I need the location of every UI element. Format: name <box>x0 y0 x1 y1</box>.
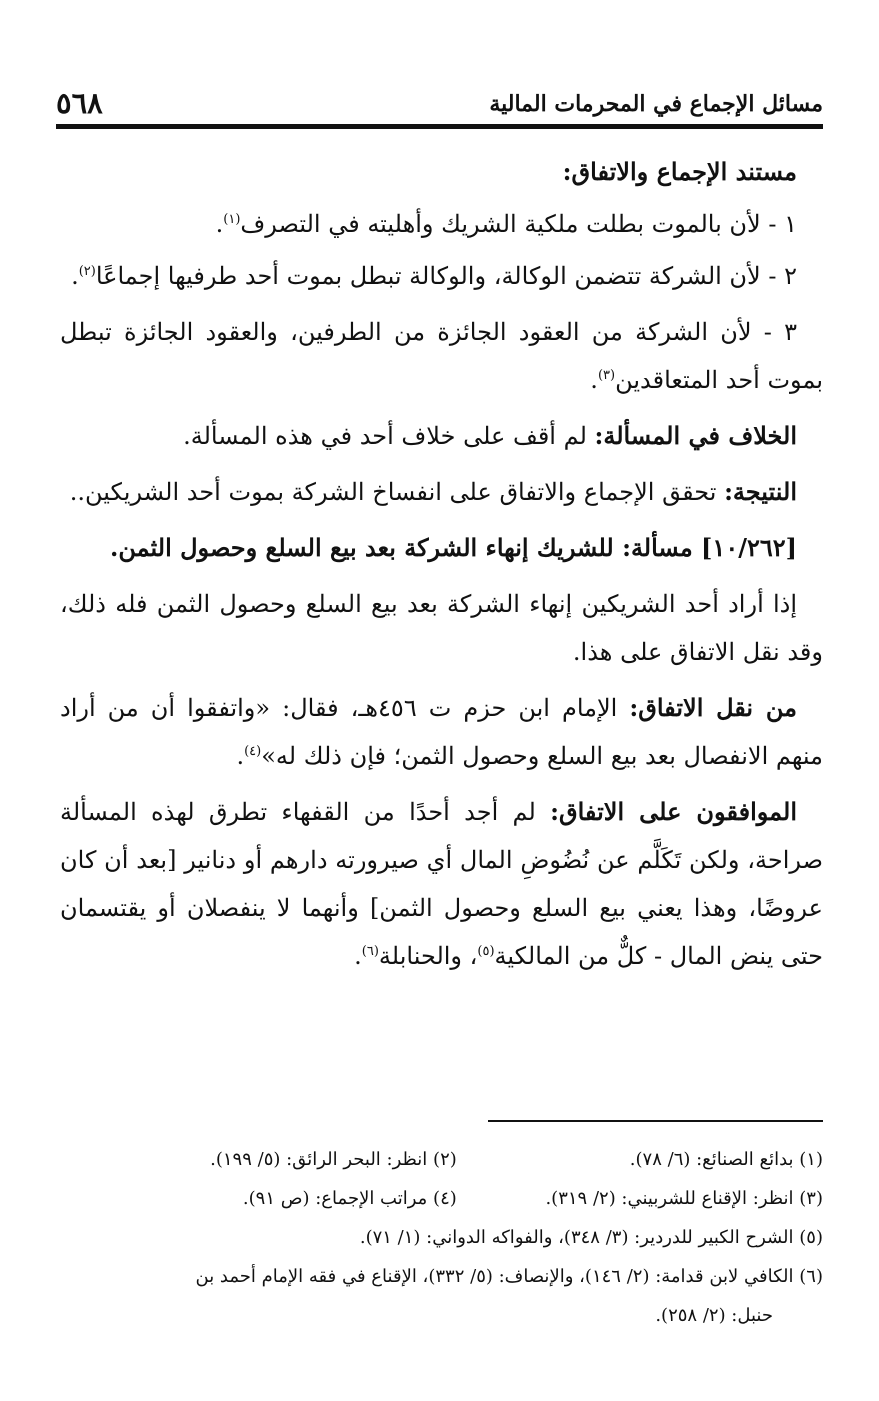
item1-text: ١ - لأن بالموت بطلت ملكية الشريك وأهليته في التصرف <box>240 210 797 238</box>
transmitter-period: . <box>236 742 245 770</box>
basis-item-2 <box>60 252 823 300</box>
footnote-ref-6: (٦) <box>361 944 379 959</box>
footnote-1: (١) بدائع الصنائع: (٦/ ٧٨). <box>629 1149 823 1170</box>
main-text <box>60 148 823 988</box>
basis-item-3 <box>60 308 823 404</box>
footnote-ref-1: (١) <box>223 212 241 227</box>
transmitter-text: الإمام ابن حزم ت ٤٥٦هـ، فقال: «واتفقوا أن من أراد منهم الانفصال بعد بيع السلع وحصول الثمن؛ فإن ذلك له» <box>60 694 823 770</box>
dispute-text: لم أقف على خلاف أحد في هذه المسألة. <box>183 422 595 450</box>
agreeing-mid: ، والحنابلة <box>378 942 478 970</box>
result-paragraph <box>60 468 823 516</box>
footnotes <box>60 1140 823 1335</box>
footnote-6-continuation: حنبل: (٢/ ٢٥٨). <box>655 1305 773 1326</box>
footnote-2: (٢) انظر: البحر الرائق: (٥/ ١٩٩). <box>210 1149 457 1170</box>
dispute-label: الخلاف في المسألة: <box>594 421 797 450</box>
basis-item-1 <box>60 200 823 248</box>
agreeing-period: . <box>354 942 362 970</box>
item3-text: ٣ - لأن الشركة من العقود الجائزة من الطرفين، والعقود الجائزة تبطل بموت أحد المتعاقدين <box>60 318 823 394</box>
item3-period: . <box>590 366 598 394</box>
result-label: النتيجة: <box>724 477 797 506</box>
transmitter-label: من نقل الاتفاق: <box>629 693 797 722</box>
footnote-3: (٣) انظر: الإقناع للشربيني: (٢/ ٣١٩). <box>545 1188 823 1209</box>
page-header <box>56 78 823 129</box>
item2-text: ٢ - لأن الشركة تتضمن الوكالة، والوكالة تبطل بموت أحد طرفيها إجماعًا <box>95 262 797 290</box>
footnote-ref-3: (٣) <box>597 368 616 383</box>
item2-period: . <box>71 262 79 290</box>
result-text: تحقق الإجماع والاتفاق على انفساخ الشركة بموت أحد الشريكين.. <box>69 478 725 506</box>
footnote-5: (٥) الشرح الكبير للدردير: (٣/ ٣٤٨)، والفواكه الدواني: (١/ ٧١). <box>359 1227 823 1248</box>
footnote-4: (٤) مراتب الإجماع: (ص ٩١). <box>242 1188 457 1209</box>
item1-period: . <box>215 210 224 238</box>
footnote-separator <box>488 1120 823 1122</box>
agreeing-paragraph <box>60 788 823 980</box>
page-number: ٥٦٨ <box>56 86 103 120</box>
basis-heading: مستند الإجماع والاتفاق: <box>562 157 797 186</box>
footnote-ref-2: (٢) <box>78 264 96 279</box>
footnote-ref-4: (٤) <box>244 744 262 759</box>
dispute-paragraph <box>60 412 823 460</box>
footnote-6: (٦) الكافي لابن قدامة: (٢/ ١٤٦)، والإنصاف: (٥/ ٣٣٢)، الإقناع في فقه الإمام أحمد بن <box>195 1266 823 1287</box>
footnote-row-2 <box>60 1179 823 1218</box>
question-title: [١٠/٢٦٢] مسألة: للشريك إنهاء الشركة بعد بيع السلع وحصول الثمن. <box>110 533 797 562</box>
question-paragraph: إذا أراد أحد الشريكين إنهاء الشركة بعد بيع السلع وحصول الثمن فله ذلك، وقد نقل الاتفاق على هذا. <box>60 590 823 666</box>
footnote-row-1 <box>60 1140 823 1179</box>
footnote-ref-5: (٥) <box>477 944 495 959</box>
agreeing-text: لم أجد أحدًا من القفهاء تطرق لهذه المسألة صراحة، ولكن تَكَلَّم عن نُضُوضِ المال أي صيرورته دارهم أو دنانير [بعد أن كان عروضًا، وهذا يعني بيع السلع وحصول الثمن] وأنهما لا ينفصلان أو يقتسمان حتى ينض المال - كلٌّ من المالكية <box>60 798 823 970</box>
transmitter-paragraph <box>60 684 823 780</box>
running-title: مسائل الإجماع في المحرمات المالية <box>489 91 823 117</box>
agreeing-label: الموافقون على الاتفاق: <box>550 797 797 826</box>
